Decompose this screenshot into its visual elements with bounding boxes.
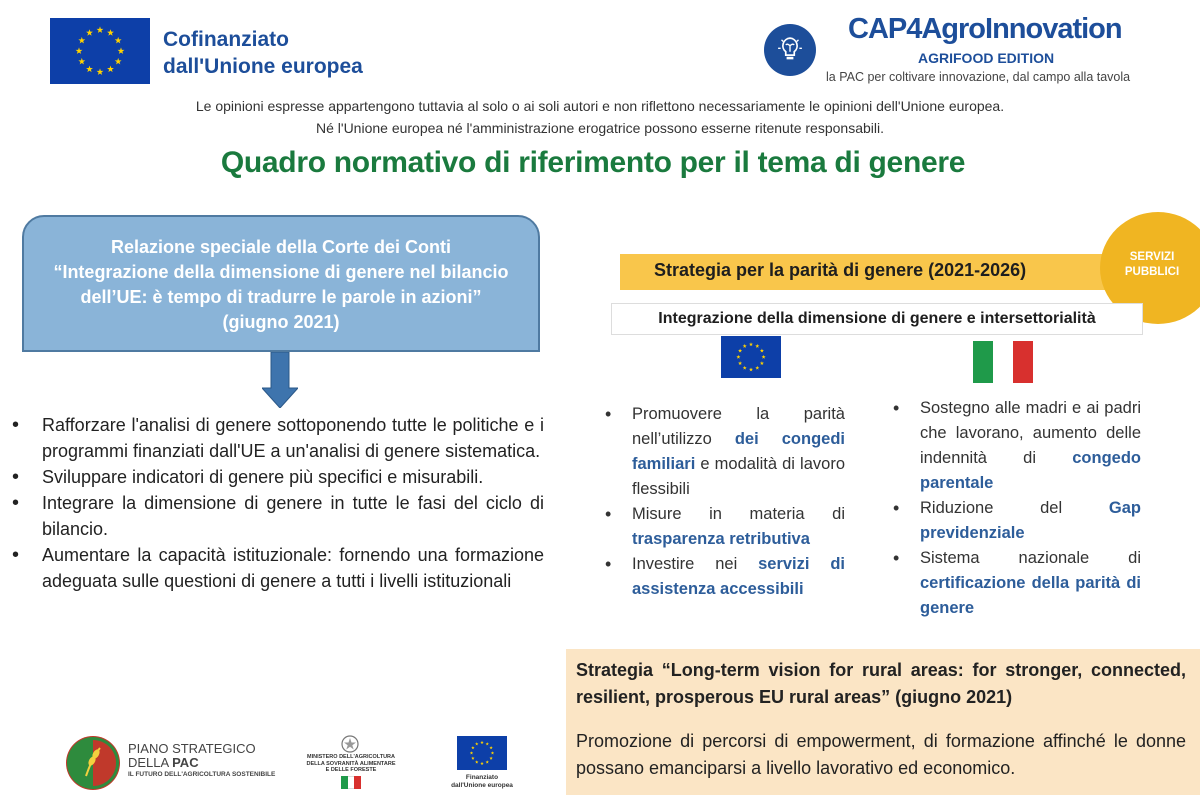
psp-pac: PAC	[172, 755, 199, 770]
disclaimer-line1: Le opinioni espresse appartengono tuttavia al solo o ai soli autori e non riflettono necessariamente le opinioni dell'Unione europea.	[195, 98, 1005, 114]
servizi-line2: PUBBLICI	[1124, 266, 1180, 278]
republic-emblem-icon	[340, 734, 360, 754]
list-item: • Promuovere la parità nell’utilizzo dei congedi familiari e modalità di lavoro flessibili	[602, 402, 845, 502]
list-item: • Aumentare la capacità istituzionale: fornendo una formazione adeguata sulle questioni di genere a tutti i livelli istituzionali	[12, 542, 544, 594]
it-measures-list	[890, 396, 1141, 621]
psp-subtitle: IL FUTURO DELL'AGRICOLTURA SOSTENIBILE	[128, 771, 276, 778]
eu-flag-icon	[50, 18, 150, 84]
finanziato-label	[446, 774, 518, 790]
servizi-line1: SERVIZI	[1129, 251, 1175, 263]
list-item: • Misure in materia di trasparenza retributiva	[602, 502, 845, 552]
wheat-icon	[66, 736, 120, 790]
cap-title: CAP4AgroInnovation	[848, 13, 1122, 45]
list-item: • Investire nei servizi di assistenza accessibili	[602, 552, 845, 602]
rural-text: Promozione di percorsi di empowerment, di formazione affinché le donne possano emanciparsi a livello lavorativo ed economico.	[576, 731, 1186, 778]
eu-measures-list	[602, 402, 845, 602]
cap-subtitle: AGRIFOOD EDITION	[918, 50, 1055, 66]
report-title: Relazione speciale della Corte dei Conti	[110, 237, 452, 257]
cofinanziato-line1: Cofinanziato	[163, 28, 289, 51]
list-item: • Sistema nazionale di certificazione della parità di genere	[890, 546, 1141, 621]
italian-flag-icon	[973, 341, 1033, 383]
left-bullet-list	[12, 412, 544, 594]
cofinanziato-label	[163, 26, 363, 80]
finanziato-line1: Finanziato	[465, 774, 499, 781]
lightbulb-icon	[764, 24, 816, 76]
rural-title: Strategia “Long-term vision for rural areas: for stronger, connected, resilient, prosperous EU rural areas” (giugno 2021)	[576, 660, 1186, 707]
finanziato-line2: dall'Unione europea	[451, 782, 513, 789]
strategy-bar: Strategia per la parità di genere (2021-2026)	[620, 254, 1118, 290]
integration-box: Integrazione della dimensione di genere e intersettorialità	[611, 303, 1143, 335]
eu-flag-icon	[721, 336, 781, 378]
list-item: • Riduzione del Gap previdenziale	[890, 496, 1141, 546]
rural-strategy-box	[566, 649, 1200, 795]
eu-flag-icon	[457, 736, 507, 770]
psp-line2: DELLA	[128, 755, 173, 770]
psp-title	[128, 742, 256, 770]
report-subtitle: “Integrazione della dimensione di genere nel bilancio dell’UE: è tempo di tradurre le parole in azioni” (giugno 2021)	[53, 262, 509, 332]
down-arrow-icon	[262, 352, 298, 408]
list-item: • Integrare la dimensione di genere in tutte le fasi del ciclo di bilancio.	[12, 490, 544, 542]
list-item: • Sostegno alle madri e ai padri che lavorano, aumento delle indennità di congedo parentale	[890, 396, 1141, 496]
cofinanziato-line2: dall'Unione europea	[163, 55, 363, 78]
page-title: Quadro normativo di riferimento per il tema di genere	[220, 146, 966, 179]
italian-flag-icon	[341, 776, 361, 789]
list-item: • Sviluppare indicatori di genere più specifici e misurabili.	[12, 464, 544, 490]
disclaimer-line2: Né l'Unione europea né l'amministrazione erogatrice possono esserne ritenute responsabili.	[316, 120, 884, 136]
psp-line1: PIANO STRATEGICO	[128, 741, 256, 756]
ministry-label: MINISTERO DELL'AGRICOLTURA DELLA SOVRANITÀ ALIMENTARE E DELLE FORESTE	[306, 754, 396, 773]
cap-tagline: la PAC per coltivare innovazione, dal campo alla tavola	[826, 70, 1131, 84]
report-box	[22, 215, 540, 352]
list-item: • Rafforzare l'analisi di genere sottoponendo tutte le politiche e i programmi finanziati dall'UE a un'analisi di genere sistematica.	[12, 412, 544, 464]
